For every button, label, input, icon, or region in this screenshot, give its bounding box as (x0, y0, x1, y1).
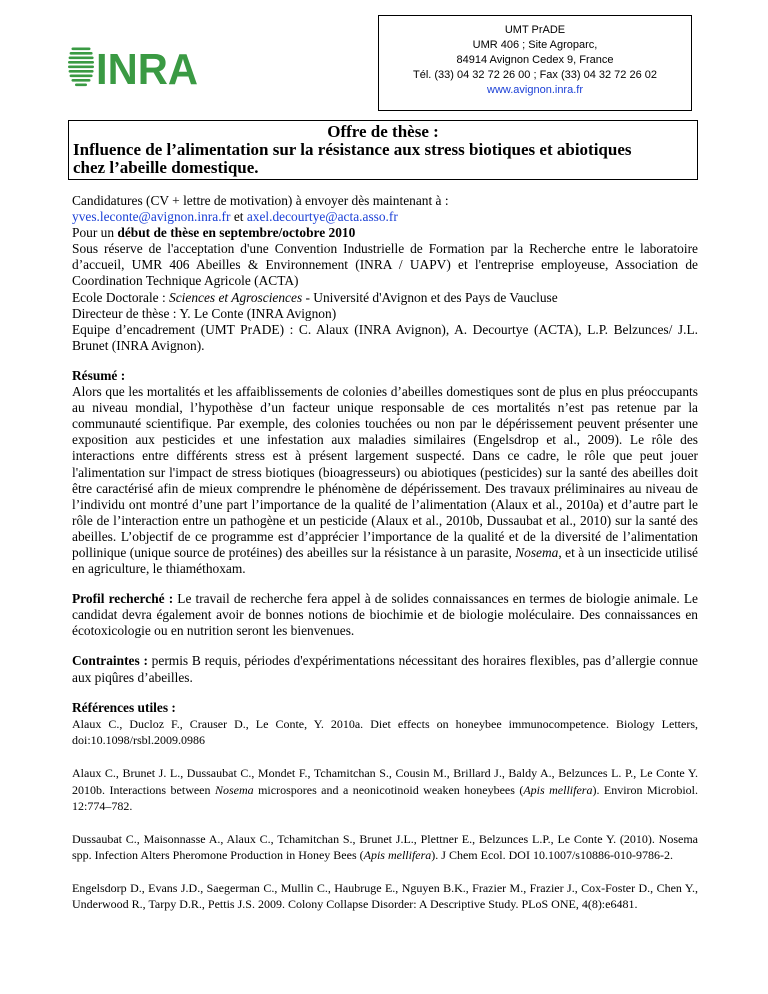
profil-text: Le travail de recherche fera appel à de solides connaissances en termes de biologie animale. Le candidat devra également avoir de bonnes notions de biochimie et de biologie moléculaire. Des connaissances en écotoxicologie ou en nutrition seront les bienvenues. (72, 591, 698, 639)
equipe-line: Equipe d’encadrement (UMT PrADE) : C. Alaux (INRA Avignon), A. Decourtye (ACTA), L.P. Belzunces/ J.L. Brunet (INRA Avignon). (72, 321, 698, 353)
candidatures-text: Candidatures (CV + lettre de motivation) à envoyer dès maintenant à : (72, 193, 449, 208)
references-heading-text: Références utiles : (72, 699, 176, 715)
directeur-line: Directeur de thèse : Y. Le Conte (INRA Avignon) (72, 305, 337, 321)
ecole-line (72, 290, 698, 306)
profil-heading: Profil recherché : (72, 591, 174, 607)
ref2-italic-1: Nosema (214, 782, 254, 797)
ref2-part-c: ). Environ Microbiol. 12:774–782. (72, 782, 698, 814)
ecole-name: Sciences et Agrosciences (169, 289, 303, 305)
contraintes-heading: Contraintes : (72, 653, 148, 669)
emails-line (72, 209, 698, 225)
reference-item-1: Alaux C., Ducloz F., Crauser D., Le Conte, Y. 2010a. Diet effects on honeybee immunocompetence. Biology Letters, doi:10.1098/rsbl.2009.0986 (72, 716, 698, 748)
contact-umr: UMR 406 ; Site Agroparc, (472, 39, 598, 51)
resume-heading-text: Résumé : (72, 367, 126, 383)
resume-nosema: Nosema (515, 544, 559, 560)
ref3-part-b: ). J Chem Ecol. DOI 10.1007/s10886-010-9786-2. (431, 848, 673, 863)
email-separator: et (230, 209, 247, 225)
ref2-part-b: microspores and a neonicotinoid weaken honeybees ( (253, 782, 524, 797)
ecole-prefix: Ecole Doctorale : (72, 289, 170, 305)
ref3-italic: Apis mellifera (363, 848, 432, 863)
email-link-leconte[interactable]: yves.leconte@avignon.inra.fr (72, 209, 231, 225)
reference-item-3 (72, 831, 698, 864)
resume-text-a: Alors que les mortalités et les affaiblissements de colonies d’abeilles domestiques sont de plus en plus préoccupants au niveau mondial, l’hypothèse d’un facteur unique responsable de ces mortalités n’est pas retenue par la communauté scientifique. Par exemple, des colonies touchées ou non par le dépérissement peuvent présenter une exposition aux pesticides et une infestation aux maladies similaires (Engelsdrop et al., 2009). Le rôle des interactions entre différents stress est à présent largement suspecté. Dans ce cadre, le rôle que peut jouer l'alimentation sur l'impact de stress biotiques (bioagresseurs) ou abiotiques (pesticides) sur la santé des abeilles doit être caractérisé afin de mieux comprendre le phénomène de dépérissement. Des travaux préliminaires au niveau de l’individu ont montré d’une part l’importance de la qualité de l’alimentation (Alaux et al., 2010a) et d’autre part le rôle de l’interaction entre un pathogène et un pesticide (Alaux et al., 2010b, Dussaubat et al., 2010) sur la santé des abeilles. L’objectif de ce programme est d’apprécier l’importance de la qualité et de la diversité de l’alimentation pollinique (unique source de protéines) des abeilles sur la résistance à un parasite, (72, 384, 698, 560)
ref3-part-a: Dussaubat C., Maisonnasse A., Alaux C., Tchamitchan S., Brunet J.L., Plettner E., Belzunces L.P., Le Conte Y. (2010). Nosema spp. Infection Alters Pheromone Production in Honey Bees ( (72, 831, 698, 863)
contact-address: 84914 Avignon Cedex 9, France (456, 54, 614, 66)
inra-logo (68, 44, 200, 90)
resume-text (72, 384, 698, 577)
resume-text-b: , et à un insecticide utilisé en agriculture, le thiaméthoxam. (72, 544, 698, 577)
website-link[interactable]: www.avignon.inra.fr (487, 84, 583, 96)
ref2-italic-2: Apis mellifera (523, 782, 593, 797)
offer-subtitle-line2: chez l’abeille domestique. (73, 158, 259, 177)
start-date-prefix: Pour un (72, 225, 118, 241)
contraintes-text: permis B requis, périodes d'expérimentations nécessitant des horaires flexibles, pas d’allergie connue aux piqûres d’abeilles. (72, 653, 698, 685)
contact-unit: UMT PrADE (504, 24, 566, 36)
references-list (72, 716, 698, 913)
email-link-decourtye[interactable]: axel.decourtye@acta.asso.fr (246, 209, 398, 225)
contact-phone: Tél. (33) 04 32 72 26 00 ; Fax (33) 04 32 72 26 02 (413, 69, 657, 81)
resume-heading (72, 368, 698, 384)
contraintes-paragraph (72, 653, 698, 685)
offer-title-box (68, 120, 698, 180)
main-content (72, 193, 698, 929)
start-date-bold: début de thèse en septembre/octobre 2010 (117, 225, 356, 241)
ecole-suffix: - Université d'Avignon et des Pays de Vaucluse (302, 289, 558, 305)
profil-paragraph (72, 591, 698, 639)
reference-item-2 (72, 765, 698, 815)
reference-item-4: Engelsdorp D., Evans J.D., Saegerman C., Mullin C., Haubruge E., Nguyen B.K., Frazier M., Frazier J., Cox-Foster D., Chen Y., Underwood R., Tarpy D.R., Pettis J.S. 2009. Colony Collapse Disorder: A Descriptive Study. PLoS ONE, 4(8):e6481. (72, 880, 698, 912)
logo-text: INRA (96, 45, 198, 90)
references-heading (72, 700, 698, 716)
convention-text: Sous réserve de l'acceptation d'une Convention Industrielle de Formation par la Recherche entre le laboratoire d’accueil, UMR 406 Abeilles & Environnement (INRA / UAPV) et l'entreprise employeuse, Association de Coordination Technique Agricole (ACTA) (72, 241, 698, 289)
offer-title: Offre de thèse : (327, 122, 439, 141)
contact-box (378, 15, 692, 111)
offer-subtitle-line1: Influence de l’alimentation sur la résistance aux stress biotiques et abiotiques (73, 140, 632, 159)
ref2-part-a: Alaux C., Brunet J. L., Dussaubat C., Mondet F., Tchamitchan S., Cousin M., Brillard J., Baldy A., Belzunces L. P., Le Conte Y. 2010b. Interactions between (72, 765, 698, 797)
start-date-line (72, 225, 698, 241)
